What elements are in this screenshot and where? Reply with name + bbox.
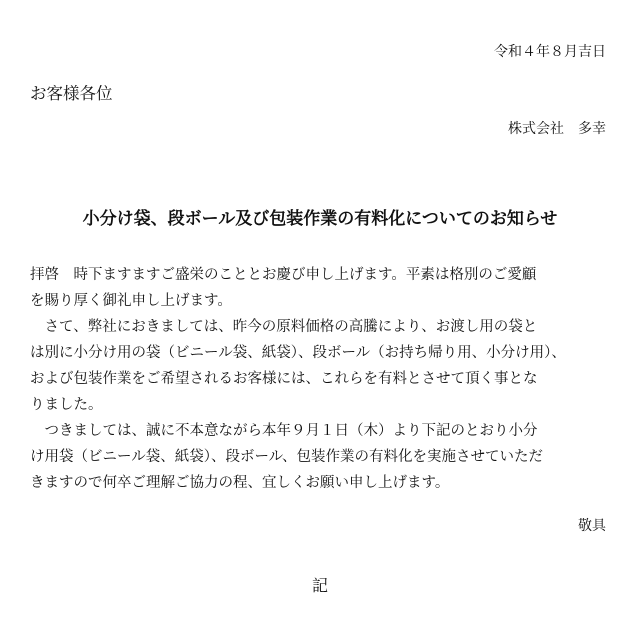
body-line: を賜り厚く御礼申し上げます。 — [30, 293, 232, 309]
body-line: 拝啓 時下ますますご盛栄のこととお慶び申し上げます。平素は格別のご愛顧 — [30, 267, 537, 283]
letter-addressee: お客様各位 — [30, 84, 113, 103]
document-title: 小分け袋、段ボール及び包装作業の有料化についてのお知らせ — [82, 209, 558, 229]
body-line: りました。 — [30, 397, 103, 413]
body-line: け用袋（ビニール袋、紙袋）、段ボール、包装作業の有料化を実施させていただ — [30, 449, 544, 465]
body-line: さて、弊社におきましては、昨今の原料価格の高騰により、お渡し用の袋と — [30, 319, 538, 335]
letter-date: 令和４年８月吉日 — [494, 44, 606, 60]
letter-closing: 敬具 — [578, 518, 606, 534]
ki-heading: 記 — [311, 576, 328, 595]
body-line: きますので何卒ご理解ご協力の程、宜しくお願い申し上げます。 — [30, 475, 450, 491]
letter-body — [30, 262, 610, 496]
body-line: つきましては、誠に不本意ながら本年９月１日（木）より下記のとおり小分 — [30, 423, 538, 439]
body-line: および包装作業をご希望されるお客様には、これらを有料とさせて頂く事とな — [30, 371, 538, 387]
letter-sender: 株式会社 多幸 — [508, 121, 606, 137]
body-line: は別に小分け用の袋（ビニール袋、紙袋）、段ボール（お持ち帰り用、小分け用）、 — [30, 345, 566, 361]
